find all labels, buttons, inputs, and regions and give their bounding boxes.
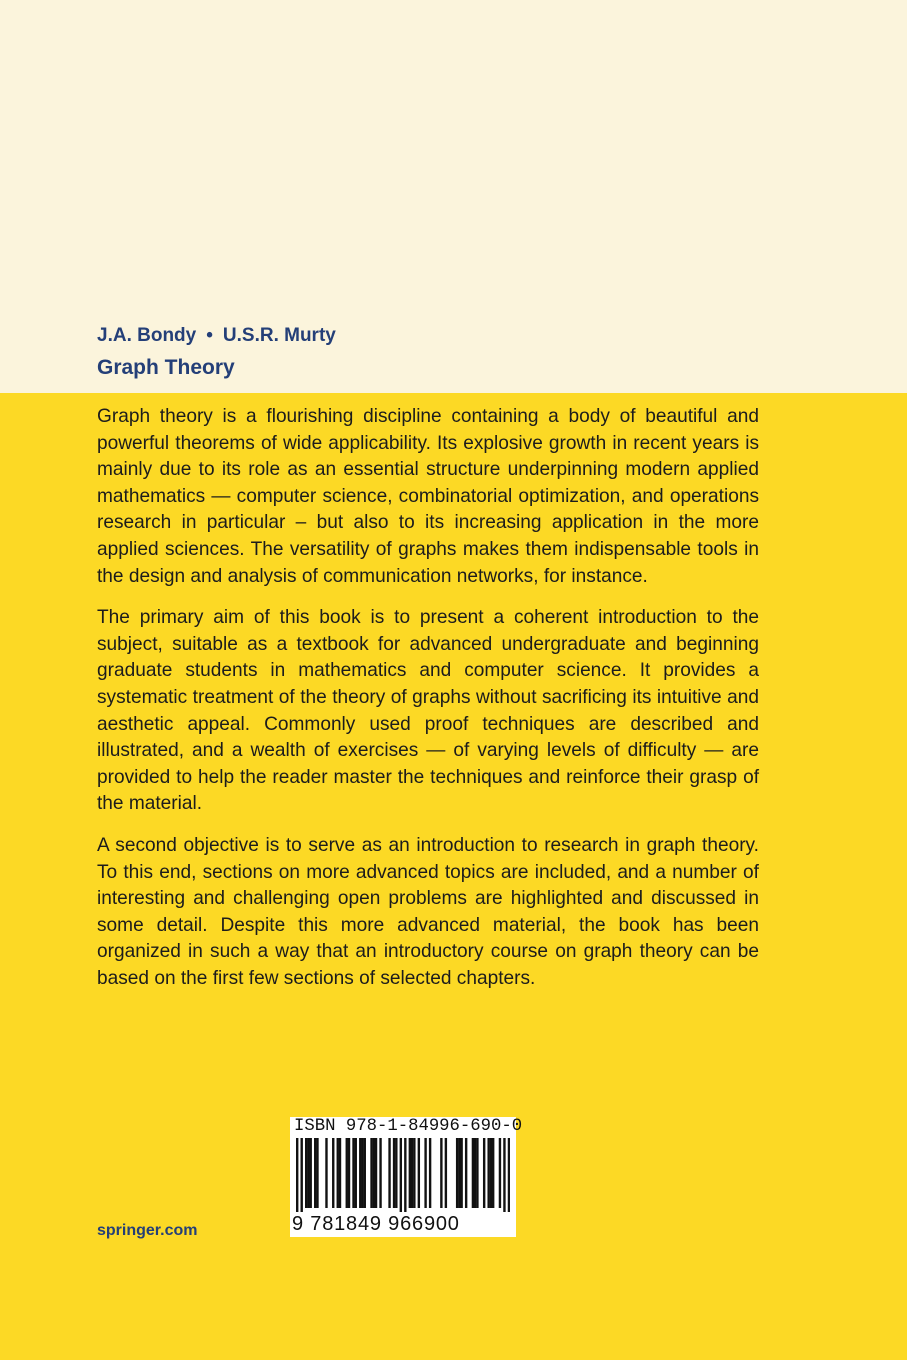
barcode-bar	[316, 1138, 318, 1208]
barcode-bar	[395, 1138, 397, 1208]
barcode-bar	[337, 1138, 339, 1208]
barcode-bar	[373, 1138, 375, 1208]
blurb-paragraph-3: A second objective is to serve as an introduction to research in graph theory. To this end, sections on more advanced topics are included, and a number of interesting and challenging open problems are highlighted and discussed in some detail. Despite this more advanced material, the book has been organized in such a way that an introductory course on graph theory can be based on the first few sections of selected chapters.	[97, 834, 759, 989]
book-authors	[97, 325, 336, 347]
isbn-label: ISBN 978-1-84996-690-0	[294, 1117, 523, 1136]
barcode-bars	[296, 1138, 510, 1212]
barcode-bar	[474, 1138, 476, 1208]
barcode-bar	[440, 1138, 442, 1208]
barcode-bar	[361, 1138, 363, 1208]
barcode-bar	[418, 1138, 420, 1208]
barcode-bar	[400, 1138, 402, 1212]
barcode-bar	[352, 1138, 354, 1208]
barcode-bar	[339, 1138, 341, 1208]
barcode-bar	[499, 1138, 501, 1208]
barcode-bar	[370, 1138, 372, 1208]
isbn-barcode	[290, 1117, 523, 1237]
barcode-bar	[404, 1138, 406, 1212]
barcode-bar	[325, 1138, 327, 1208]
barcode-bar	[490, 1138, 492, 1208]
barcode-bar	[379, 1138, 381, 1208]
barcode-bar	[476, 1138, 478, 1208]
barcode-bar	[413, 1138, 415, 1208]
barcode-bar	[409, 1138, 411, 1208]
barcode-bar	[503, 1138, 505, 1212]
barcode-bar	[314, 1138, 316, 1208]
blurb-paragraph-2: The primary aim of this book is to present a coherent introduction to the subject, suitable as a textbook for advanced undergraduate and beginning graduate students in mathematics and computer science. It provides a systematic treatment of the theory of graphs without sacrificing its intuitive and aesthetic appeal. Commonly used proof techniques are described and illustrated, and a wealth of exercises — of varying levels of difficulty — are provided to help the reader master the techniques and reinforce their grasp of the material.	[97, 607, 759, 815]
barcode-bar	[355, 1138, 357, 1208]
author-murty: U.S.R. Murty	[222, 325, 336, 346]
barcode-bar	[307, 1138, 309, 1208]
barcode-bar	[424, 1138, 426, 1208]
barcode-bar	[296, 1138, 298, 1212]
barcode-bar	[310, 1138, 312, 1208]
barcode-bar	[411, 1138, 413, 1208]
barcode-bar	[429, 1138, 431, 1208]
barcode-bar	[483, 1138, 485, 1208]
barcode-bar	[445, 1138, 447, 1208]
barcode-bar	[456, 1138, 458, 1208]
barcode-bar	[346, 1138, 348, 1208]
barcode-bar	[388, 1138, 390, 1208]
book-blurb	[97, 404, 759, 1007]
barcode-bar	[472, 1138, 474, 1208]
barcode-bar	[460, 1138, 462, 1208]
author-bondy: J.A. Bondy	[97, 325, 197, 346]
barcode-bar	[487, 1138, 489, 1208]
barcode-bar	[465, 1138, 467, 1208]
book-title: Graph Theory	[97, 356, 235, 379]
barcode-bar	[458, 1138, 460, 1208]
publisher-website: springer.com	[97, 1222, 198, 1239]
barcode-bar	[332, 1138, 334, 1208]
author-separator: •	[206, 325, 213, 346]
barcode-bar	[305, 1138, 307, 1208]
ean-digits: 9 781849 966900	[292, 1213, 460, 1235]
barcode-bar	[359, 1138, 361, 1208]
barcode-bar	[492, 1138, 494, 1208]
barcode-bar	[375, 1138, 377, 1208]
barcode-bar	[301, 1138, 303, 1212]
barcode-bar	[348, 1138, 350, 1208]
blurb-paragraph-1: Graph theory is a flourishing discipline containing a body of beautiful and powerful theorems of wide applicability. Its explosive growth in recent years is mainly due to its role as an essential structure underpinning modern applied mathematics — computer science, combinatorial optimization, and operations research in particular – but also to its increasing application in the more applied sciences. The versatility of graphs makes them indispensable tools in the design and analysis of communication networks, for instance.	[97, 406, 759, 587]
barcode-bar	[364, 1138, 366, 1208]
barcode-bar	[393, 1138, 395, 1208]
barcode-bar	[508, 1138, 510, 1212]
